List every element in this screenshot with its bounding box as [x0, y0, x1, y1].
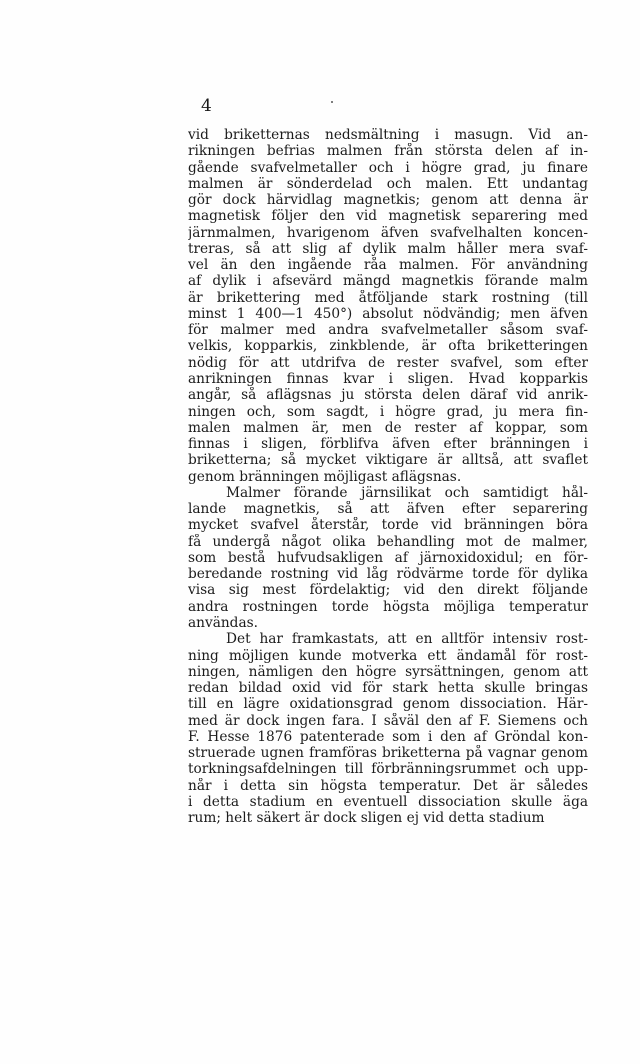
text-line: användas. [188, 614, 258, 631]
text-line: för malmer med andra svafvelmetaller såsom svaf- [188, 322, 588, 339]
body-text [188, 127, 588, 826]
text-line: malmen är sönderdelad och malen. Ett undantag [188, 175, 588, 192]
text-line: rikningen befrias malmen från största delen af in- [188, 143, 588, 160]
text-line: af dylik i afsevärd mängd magnetkis förande malm [188, 273, 588, 290]
print-speck [331, 101, 333, 103]
text-line: som bestå hufvudsakligen af järnoxidoxidul; en för- [188, 549, 588, 566]
text-line: minst 1 400—1 450°) absolut nödvändig; men äfven [188, 305, 588, 322]
text-line: redan bildad oxid vid för stark hetta skulle bringas [188, 680, 588, 697]
text-line: ningen, nämligen den högre syrsättningen, genom att [188, 663, 588, 680]
page-number: 4 [201, 96, 212, 116]
text-line: struerade ugnen framföras briketterna på vagnar genom [188, 745, 588, 762]
text-line: gående svafvelmetaller och i högre grad, ju finare [188, 159, 588, 176]
text-line: treras, så att slig af dylik malm håller mera svaf- [188, 240, 588, 257]
text-line: andra rostningen torde högsta möjliga temperatur [188, 598, 588, 615]
paragraph [188, 485, 588, 631]
text-line: genom bränningen möjligast aflägsnas. [188, 468, 462, 485]
text-line: lande magnetkis, så att äfven efter separering [188, 501, 588, 518]
text-line: med är dock ingen fara. I såväl den af F. Siemens och [188, 712, 588, 729]
text-line: briketterna; så mycket viktigare är alltså, att svaflet [188, 452, 588, 469]
text-line: ning möjligen kunde motverka ett ändamål för rost- [188, 647, 588, 664]
text-line: malen malmen är, men de rester af koppar, som [188, 419, 588, 436]
text-line: magnetisk följer den vid magnetisk separering med [188, 208, 588, 225]
text-line: i detta stadium en eventuell dissociation skulle äga [188, 793, 588, 810]
text-line: gör dock härvidlag magnetkis; genom att denna är [188, 192, 588, 209]
text-line: Malmer förande järnsilikat och samtidigt hål- [226, 484, 588, 501]
text-line: anrikningen finnas kvar i sligen. Hvad kopparkis [188, 370, 588, 387]
text-line: järnmalmen, hvarigenom äfven svafvelhalten koncen- [188, 224, 588, 241]
text-line: angår, så aflägsnas ju största delen däraf vid anrik- [188, 387, 588, 404]
text-line: ningen och, som sagdt, i högre grad, ju mera fin- [188, 403, 588, 420]
paragraph [188, 127, 588, 485]
text-line: få undergå något olika behandling mot de malmer, [188, 533, 588, 550]
text-line: beredande rostning vid låg rödvärme torde för dylika [188, 566, 588, 583]
text-line: vel än den ingående råa malmen. För användning [188, 257, 588, 274]
text-line: torkningsafdelningen till förbränningsrummet och upp- [188, 761, 588, 778]
text-line: mycket svafvel återstår, torde vid bränningen böra [188, 517, 588, 534]
text-line: rum; helt säkert är dock sligen ej vid detta stadium [188, 810, 545, 827]
text-line: velkis, kopparkis, zinkblende, är ofta briketteringen [188, 338, 588, 355]
text-line: är brikettering med åtföljande stark rostning (till [188, 289, 588, 306]
text-line: nödig för att utdrifva de rester svafvel, som efter [188, 354, 588, 371]
text-line: Det har framkastats, att en alltför intensiv rost- [226, 631, 588, 648]
text-line: visa sig mest fördelaktig; vid den direkt följande [188, 582, 588, 599]
text-line: vid briketternas nedsmältning i masugn. Vid an- [188, 127, 588, 143]
text-line: F. Hesse 1876 patenterade som i den af Gröndal kon- [188, 728, 588, 745]
text-line: finnas i sligen, förblifva äfven efter bränningen i [188, 436, 588, 453]
paragraph [188, 631, 588, 826]
text-line: når i detta sin högsta temperatur. Det är således [188, 777, 588, 794]
text-line: till en lägre oxidationsgrad genom dissociation. Här- [188, 696, 588, 713]
